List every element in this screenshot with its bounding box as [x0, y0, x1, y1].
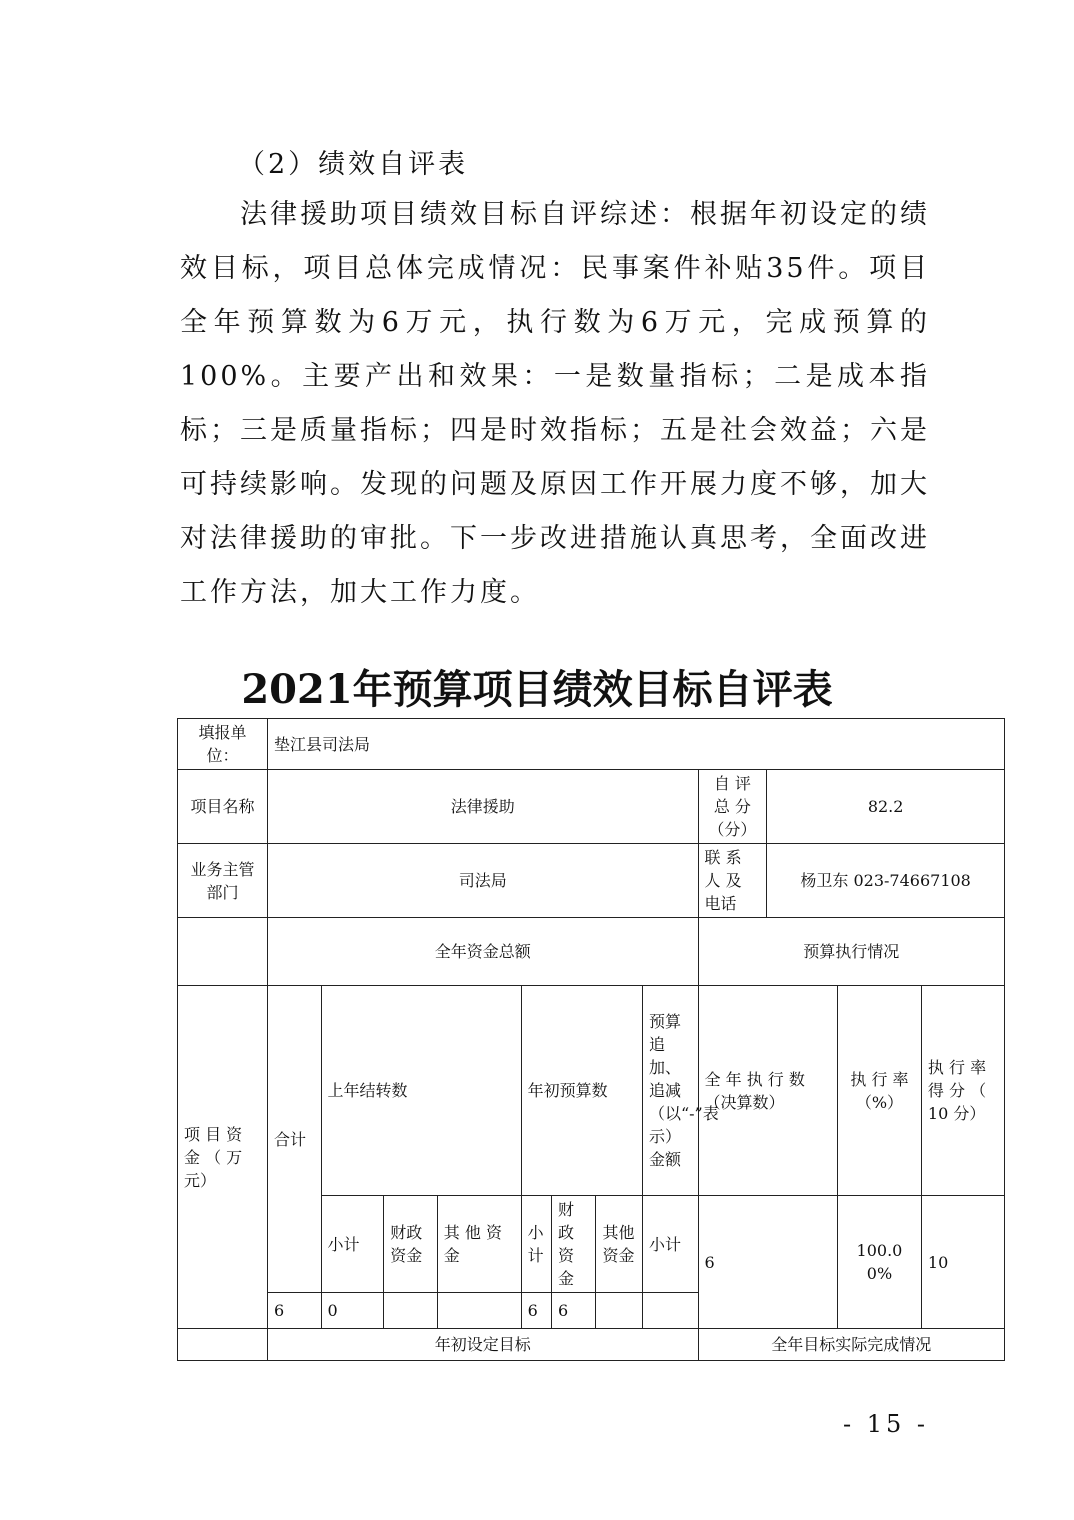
exec-rate-label: 执 行 率 （%）	[838, 986, 922, 1196]
budget-exec-header: 预算执行情况	[698, 918, 1004, 986]
carryover-subtotal-label: 小计	[321, 1196, 384, 1293]
target-header: 年初设定目标	[267, 1329, 698, 1361]
annual-exec-value: 6	[698, 1196, 837, 1329]
table-title: 2021年预算项目绩效目标自评表	[241, 666, 833, 713]
unit-value: 垫江县司法局	[267, 719, 1004, 770]
funds-total-header: 全年资金总额	[267, 918, 698, 986]
page-number: - 15 -	[842, 1410, 929, 1438]
contact-label: 联 系 人 及 电话	[698, 844, 767, 918]
carryover-other-label: 其 他 资 金	[437, 1196, 521, 1293]
adjust-label: 预算追加、追减（以“-”表示）金额	[642, 986, 698, 1196]
carryover-label: 上年结转数	[321, 986, 521, 1196]
adjust-subtotal-label: 小计	[642, 1196, 698, 1293]
initial-budget-label: 年初预算数	[521, 986, 642, 1196]
initial-subtotal-value: 6	[521, 1293, 551, 1329]
project-name-label: 项目名称	[178, 770, 268, 844]
project-name-value: 法律援助	[267, 770, 698, 844]
initial-subtotal-label: 小计	[521, 1196, 551, 1293]
initial-other-label: 其他资金	[596, 1196, 643, 1293]
total-label: 合计	[267, 986, 321, 1293]
initial-fiscal-label: 财政资金	[551, 1196, 595, 1293]
initial-fiscal-value: 6	[551, 1293, 595, 1329]
exec-score-value: 10	[921, 1196, 1004, 1329]
exec-rate-value: 100.00%	[838, 1196, 922, 1329]
blank-cell	[178, 1329, 268, 1361]
carryover-other-value	[437, 1293, 521, 1329]
dept-value: 司法局	[267, 844, 698, 918]
carryover-fiscal-value	[384, 1293, 438, 1329]
dept-label: 业务主管部门	[178, 844, 268, 918]
unit-label: 填报单位：	[178, 719, 268, 770]
carryover-subtotal-value: 0	[321, 1293, 384, 1329]
exec-score-label: 执 行 率 得 分 （ 10 分）	[921, 986, 1004, 1196]
score-label: 自 评 总 分 （分）	[698, 770, 767, 844]
blank-cell	[178, 918, 268, 986]
actual-header: 全年目标实际完成情况	[698, 1329, 1004, 1361]
section-heading: （2）绩效自评表	[238, 149, 469, 180]
adjust-subtotal-value	[642, 1293, 698, 1329]
initial-other-value	[596, 1293, 643, 1329]
funds-row-label: 项 目 资 金 （ 万 元）	[178, 986, 268, 1329]
total-value: 6	[267, 1293, 321, 1329]
contact-value: 杨卫东 023-74667108	[767, 844, 1005, 918]
carryover-fiscal-label: 财政资金	[384, 1196, 438, 1293]
performance-table	[177, 718, 1005, 1361]
score-value: 82.2	[767, 770, 1005, 844]
annual-exec-label: 全 年 执 行 数 （决算数）	[698, 986, 837, 1196]
self-evaluation-summary: 法律援助项目绩效目标自评综述：根据年初设定的绩效目标，项目总体完成情况：民事案件补贴35件。项目全年预算数为6万元，执行数为6万元，完成预算的100%。主要产出和效果：一是数量指标；二是成本指标；三是质量指标；四是时效指标；五是社会效益；六是可持续影响。发现的问题及原因工作开展力度不够，加大对法律援助的审批。下一步改进措施认真思考，全面改进工作方法，加大工作力度。	[180, 199, 930, 608]
